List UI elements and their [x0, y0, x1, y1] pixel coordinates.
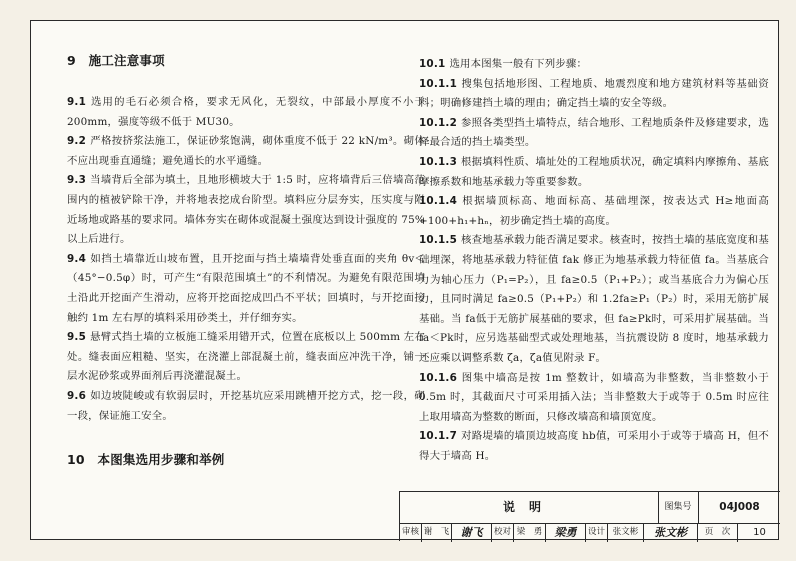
review-label: 审核	[400, 523, 422, 542]
clause-10-1-1: 10.1.1 搜集包括地形图、工程地质、地震烈度和地方建筑材料等基础资料；明确修建挡土墙的理由；确定挡土墙的安全等级。	[419, 77, 769, 110]
clause-number: 9.3	[67, 174, 87, 187]
clause-number: 10.1.6	[419, 371, 458, 384]
title-block	[399, 491, 780, 541]
clause-9-3: 9.3 当墙背后全部为填土，且地形横坡大于 1:5 时，应将墙背后三倍墙高范围内的植被铲除干净，并将地表挖成台阶型。填料应分层夯实，压实度与附近场地或路基的要求同。墙体夯实在砌体或混凝土强度达到设计强度的 75%以上后进行。	[67, 174, 425, 246]
clause-number: 10.1.2	[419, 116, 458, 129]
clause-10-1-6: 10.1.6 图集中墙高是按 1m 整数计，如墙高为非整数，当非整数小于 0.5m 时，其截面尺寸可采用插入法；当非整数大于或等于 0.5m 时应往上取用墙高为整数的断面，只修改墙高和墙顶宽度。	[419, 371, 769, 423]
clause-number: 10.1.5	[419, 234, 458, 247]
clause-number: 9.5	[67, 331, 87, 344]
clause-number: 10.1.4	[419, 195, 458, 208]
drawing-title: 说明	[400, 492, 659, 523]
clause-10-1-2: 10.1.2 参照各类型挡土墙特点，结合地形、工程地质条件及修建要求，选择最合适的挡土墙类型。	[419, 116, 769, 149]
clause-10-1: 10.1 选用本图集一般有下列步骤：	[419, 58, 588, 70]
designer-name: 张文彬	[608, 523, 644, 542]
checker-signature: 梁勇	[546, 523, 586, 542]
drawing-frame	[30, 20, 779, 540]
clause-number: 10.1	[419, 58, 446, 70]
clause-10-1-3: 10.1.3 根据填料性质、墙址处的工程地质状况，确定填料内摩擦角、基底摩擦系数和地基承载力等重要参数。	[419, 155, 769, 188]
clause-9-5: 9.5 悬臂式挡土墙的立板施工缝采用错开式，位置在底板以上 500mm 左右处。缝表面应粗糙、坚实，在浇灌上部混凝土前，缝表面应冲洗干净，铺一层水泥砂浆或界面剂后再浇灌混凝土。	[67, 331, 425, 383]
checker-name: 梁 勇	[514, 523, 546, 542]
clause-10-1-7: 10.1.7 对路堤墙的墙顶边坡高度 hb值，可采用小于或等于墙高 H，但不得大于墙高 H。	[419, 430, 769, 462]
page-number: 10	[753, 527, 766, 538]
clause-9-4: 9.4 如挡土墙靠近山坡布置，且开挖面与挡土墙墙背处垂直面的夹角 θv＜（45°−0.5φ）时，可产生“有限范围填土”的不利情况。为避免有限范围填土沿此开挖面产生滑动，应将开挖面挖成凹凸不平状；回填时，与开挖面接触约 1m 左右厚的填料采用砂类土，并仔细夯实。	[67, 252, 425, 324]
reviewer-signature: 谢飞	[452, 523, 492, 542]
left-column	[67, 51, 425, 470]
clause-number: 10.1.7	[419, 430, 458, 443]
atlas-number: 04J008	[719, 501, 760, 513]
clause-10-1-4: 10.1.4 根据墙顶标高、地面标高、基础埋深，按表达式 H≥地面高+100+h₁+hₙ，初步确定挡土墙的高度。	[419, 195, 769, 227]
clause-number: 9.4	[67, 252, 87, 265]
clause-number: 9.2	[67, 135, 87, 148]
reviewer-name: 谢 飞	[422, 523, 452, 542]
section-heading-9: 9 施工注意事项	[67, 53, 165, 68]
page-label: 页 次	[698, 523, 738, 542]
clause-10-1-5: 10.1.5 核查地基承载力能否满足要求。核查时，按挡土墙的基底宽度和基础埋深，将地基承载力特征值 fak 修正为地基承载力特征值 fa。当基底合力为轴心压力（P₁=P₂），且 fa≥0.5（P₁+P₂）；或当基底合力为偏心压力，且同时满足 fa≥0.5（P₁+P₂）和 1.2fa≥P₁（P₂）时，采用无筋扩展基础。当 fa低于无筋扩展基础的要求，但 fa≥Pk时，可采用扩展基础。当 fa＜Pk时，应另选基础型式或处理地基，当抗震设防 8 度时，地基承载力还应乘以调整系数 ζa，ζa值见附录 F。	[419, 234, 769, 364]
design-label: 设计	[586, 523, 608, 542]
atlas-number-label: 图集号	[658, 492, 699, 523]
clause-number: 10.1.3	[419, 155, 458, 168]
clause-9-2: 9.2 严格按挤浆法施工，保证砂浆饱满，砌体重度不低于 22 kN/m³。砌体不应出现垂直通缝；避免通长的水平通缝。	[67, 135, 425, 167]
clause-number: 10.1.1	[419, 77, 458, 90]
right-column	[419, 55, 769, 466]
section-heading-10: 10 本图集选用步骤和举例	[67, 452, 225, 468]
clause-number: 9.1	[67, 96, 87, 108]
clause-9-1: 9.1 选用的毛石必须合格，要求无风化，无裂纹，中部最小厚度不小于 200mm，强度等级不低于 MU30。	[67, 96, 425, 128]
designer-signature: 张文彬	[644, 523, 698, 542]
check-label: 校对	[492, 523, 514, 542]
clause-number: 9.6	[67, 389, 87, 402]
clause-9-6: 9.6 如边坡陡峻或有软弱层时，开挖基坑应采用跳槽开挖方式，挖一段，砌一段，保证施工安全。	[67, 389, 425, 422]
